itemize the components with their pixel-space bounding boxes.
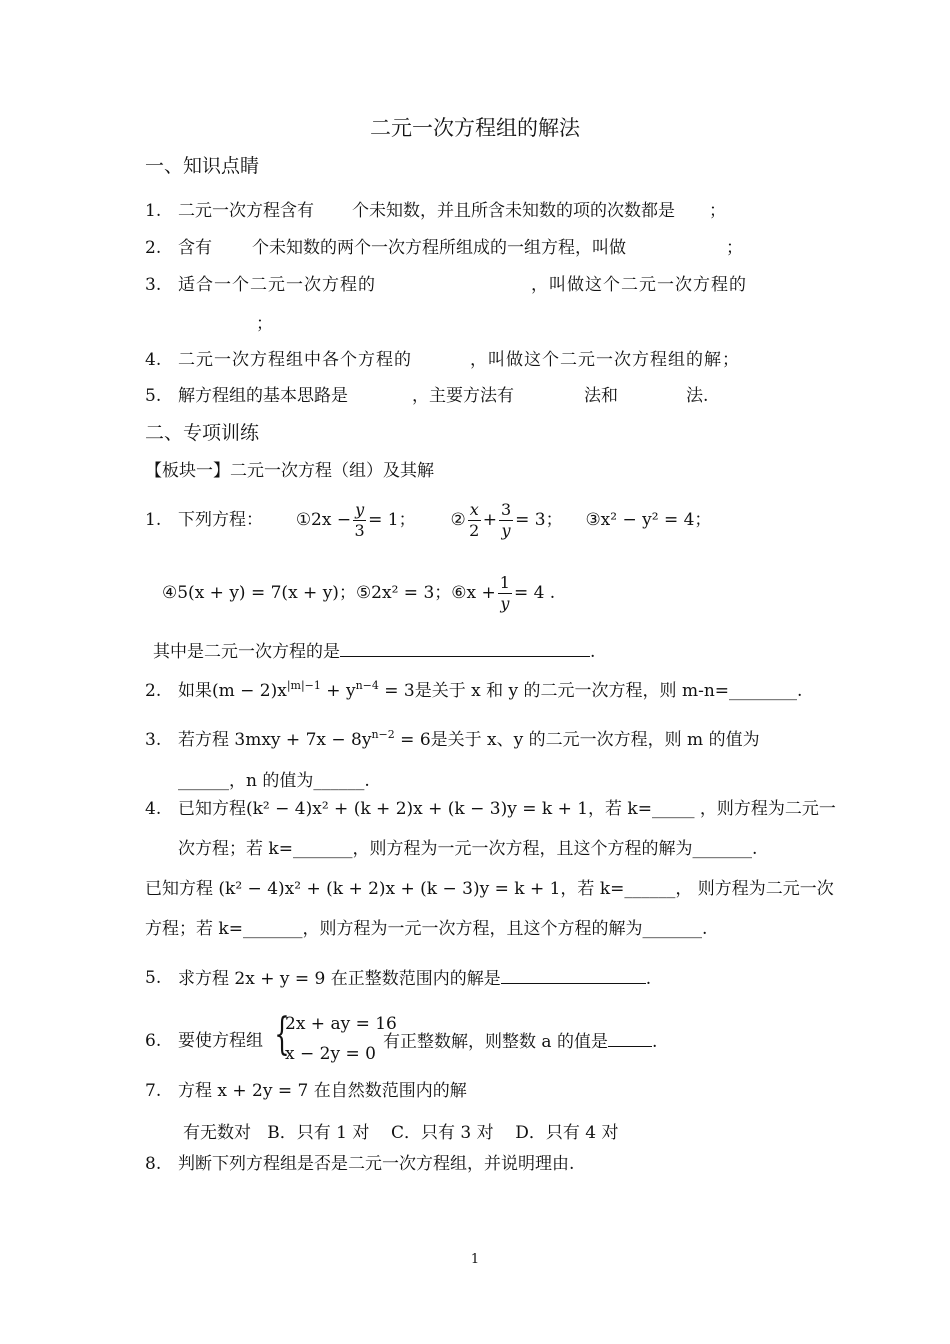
question-number: 3.	[145, 730, 162, 750]
item-number: 3.	[145, 275, 162, 295]
question-number: 4.	[145, 799, 162, 819]
question-6-rest: 有正整数解，则整数 a 的值是 .	[383, 1032, 658, 1052]
question-number: 8.	[145, 1154, 162, 1174]
system-brace: {	[274, 1009, 290, 1060]
question-3-line-1: 若方程 $3mxy + 7x - 8y^{n-2} = 6$是关于 x、y 的二元一次方程，则 m 的值为	[178, 728, 760, 750]
section-heading-knowledge: 一、知识点睛	[145, 155, 260, 177]
section-heading-training: 二、专项训练	[145, 422, 260, 444]
system-equation-2: x − 2y = 0	[285, 1044, 376, 1064]
question-number: 6.	[145, 1031, 162, 1051]
answer-blank[interactable]	[340, 640, 590, 657]
question-6-lead: 要使方程组	[178, 1031, 263, 1051]
question-1-equations: 下列方程： ①2x − $\frac{y}{3}$ = 1； ② $\frac{x}{2}$ + $\frac{3}{y}$ = 3； ③x² − y² = 4；	[178, 500, 712, 540]
knowledge-item-1: 二元一次方程含有 个未知数，并且所含未知数的项的次数都是 ；	[178, 201, 726, 221]
question-1-ask: 其中是二元一次方程的是 .	[153, 642, 596, 662]
answer-blank[interactable]	[608, 1030, 652, 1047]
knowledge-item-5: 解方程组的基本思路是 ，主要方法有 法和 法.	[178, 386, 709, 406]
question-4-line-2: 次方程；若 k=_______，则方程为一元一次方程，且这个方程的解为_______.	[178, 839, 758, 859]
item-number: 2.	[145, 238, 162, 258]
question-4-line-4: 方程；若 k=_______，则方程为一元一次方程，且这个方程的解为_______.	[145, 919, 708, 939]
fraction: $\frac{1}{y}$	[499, 573, 510, 613]
knowledge-item-4: 二元一次方程组中各个方程的 ，叫做这个二元一次方程组的解；	[178, 350, 740, 370]
knowledge-item-3: 适合一个二元一次方程的 ，叫做这个二元一次方程的	[178, 275, 747, 295]
page-title: 二元一次方程组的解法	[370, 116, 580, 140]
question-3-line-2: ______，n 的值为______.	[178, 771, 370, 791]
question-7: 方程 x + 2y = 7 在自然数范围内的解	[178, 1081, 467, 1101]
question-7-options: 有无数对 B．只有 1 对 C．只有 3 对 D．只有 4 对	[183, 1123, 619, 1143]
question-number: 1.	[145, 510, 162, 530]
question-5: 求方程 2x + y = 9 在正整数范围内的解是 .	[178, 969, 652, 989]
block-heading: 【板块一】二元一次方程（组）及其解	[145, 461, 434, 481]
question-4-line-1: 已知方程(k² − 4)x² + (k + 2)x + (k − 3)y = k + 1，若 k=_____ ，则方程为二元一	[178, 799, 836, 819]
item-number: 5.	[145, 386, 162, 406]
item-number: 1.	[145, 201, 162, 221]
question-1-equations-2: ④5(x + y) = 7(x + y)；⑤2x² = 3；⑥x + $\frac{1}{y}$ = 4 .	[162, 573, 556, 613]
fraction: $\frac{x}{2}$	[469, 500, 480, 540]
question-number: 5.	[145, 968, 162, 988]
question-2: 如果$(m - 2)x^{|m|-1} + y^{n-4} = 3$是关于 x 和 y 的二元一次方程，则 m-n=________.	[178, 679, 803, 701]
knowledge-item-3-end: ；	[256, 314, 273, 334]
item-number: 4.	[145, 350, 162, 370]
question-number: 2.	[145, 681, 162, 701]
fraction: $\frac{y}{3}$	[354, 500, 365, 540]
page-number: 1	[470, 1252, 480, 1267]
fraction: $\frac{3}{y}$	[500, 500, 512, 540]
knowledge-item-2: 含有 个未知数的两个一次方程所组成的一组方程，叫做 ；	[178, 238, 743, 258]
question-4-line-3: 已知方程 (k² − 4)x² + (k + 2)x + (k − 3)y = k + 1，若 k=______， 则方程为二元一次	[145, 879, 834, 899]
system-equation-1: 2x + ay = 16	[285, 1014, 397, 1034]
answer-blank[interactable]	[501, 967, 646, 984]
question-number: 7.	[145, 1081, 162, 1101]
question-8: 判断下列方程组是否是二元一次方程组，并说明理由.	[178, 1154, 575, 1174]
